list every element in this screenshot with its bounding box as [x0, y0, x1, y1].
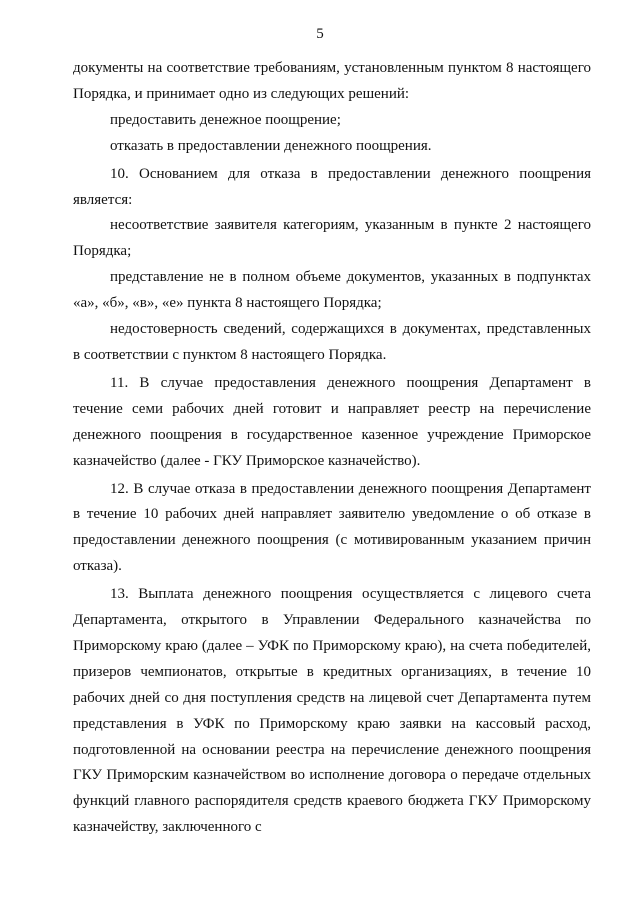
paragraph-13: 13. Выплата денежного поощрения осуществляется с лицевого счета Департамента, открытого в Управлении Федерального казначейства по Приморскому краю (далее – УФК по Приморскому краю), на счета победителей, призеров чемпионатов, открытые в кредитных организациях, в течение 10 рабочих дней со дня поступления средств на лицевой счет Департамента путем представления в УФК по Приморскому краю заявки на кассовый расход, подготовленной на основании реестра на перечисление денежного поощрения ГКУ Приморским казначейством во исполнение договора о передаче отдельных функций главного распорядителя средств краевого бюджета ГКУ Приморскому казначейству, заключенного с — [73, 586, 591, 836]
paragraph-10: 10. Основанием для отказа в предоставлении денежного поощрения является: — [73, 165, 591, 208]
paragraph-12: 12. В случае отказа в предоставлении денежного поощрения Департамент в течение 10 рабочих дней направляет заявителю уведомление о об отказе в предоставлении денежного поощрения (с мотивированным указанием причин отказа). — [73, 480, 591, 575]
paragraph-intro-continuation: документы на соответствие требованиям, установленным пунктом 8 настоящего Порядка, и принимает одно из следующих решений: — [73, 60, 591, 102]
refusal-ground-incomplete-documents: представление не в полном объеме документов, указанных в подпунктах «а», «б», «в», «е» пункта 8 настоящего Порядка; — [73, 269, 591, 312]
decision-option-refuse: отказать в предоставлении денежного поощрения. — [110, 137, 432, 154]
page-number: 5 — [316, 26, 324, 42]
document-body — [73, 56, 591, 841]
refusal-ground-category: несоответствие заявителя категориям, указанным в пункте 2 настоящего Порядка; — [73, 217, 591, 260]
decision-option-grant: предоставить денежное поощрение; — [110, 111, 341, 128]
refusal-ground-unreliable-information: недостоверность сведений, содержащихся в документах, представленных в соответствии с пунктом 8 настоящего Порядка. — [73, 321, 591, 363]
paragraph-11: 11. В случае предоставления денежного поощрения Департамент в течение семи рабочих дней готовит и направляет реестр на перечисление денежного поощрения в государственное казенное учреждение Приморское казначейство (далее - ГКУ Приморское казначейство). — [73, 374, 591, 469]
